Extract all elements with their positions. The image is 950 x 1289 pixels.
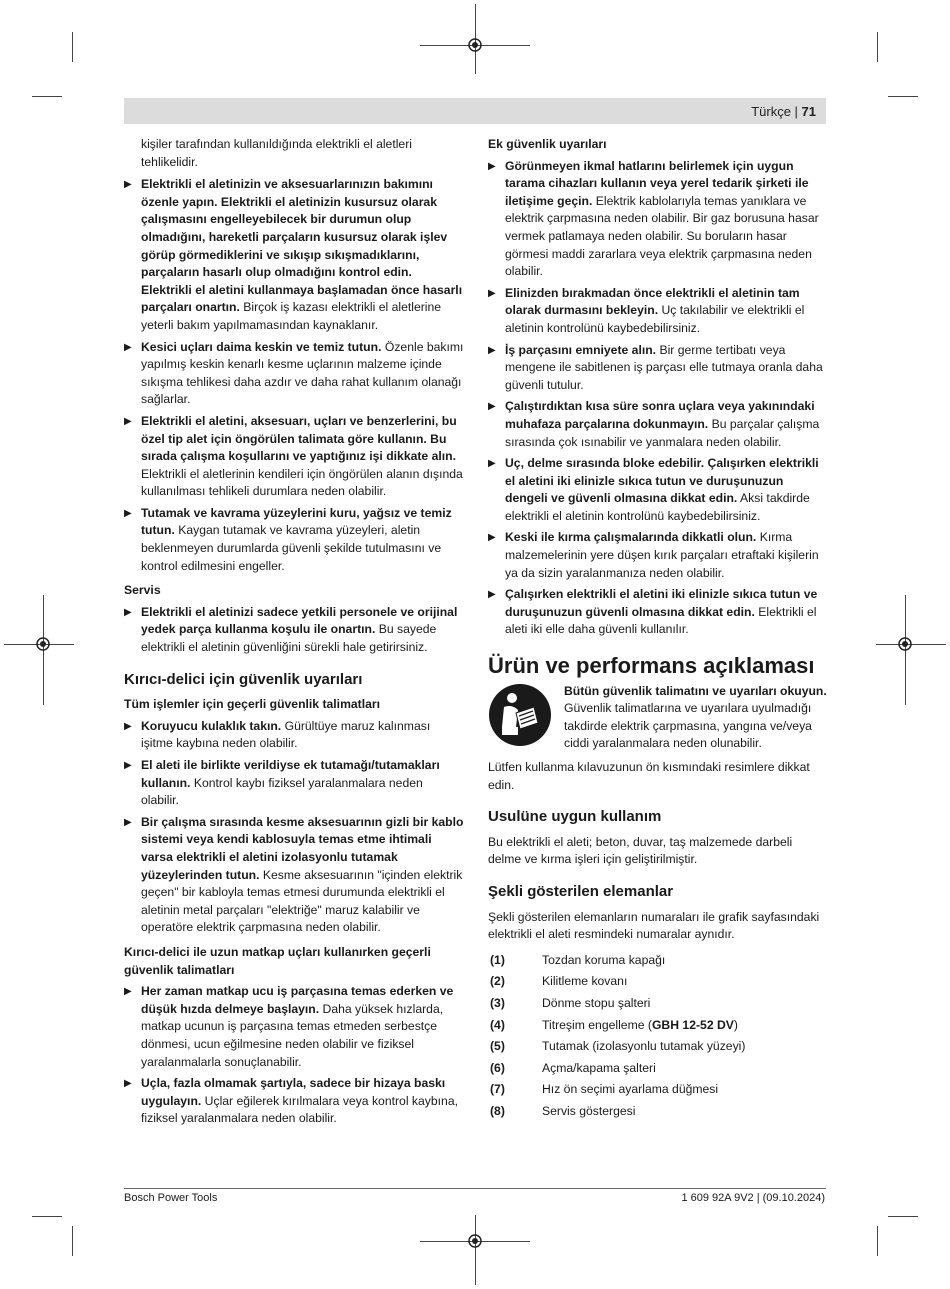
part-label: Dönme stopu şalteri: [542, 995, 651, 1010]
list-item: [488, 455, 828, 525]
usulune-text: Bu elektrikli el aleti; beton, duvar, taş malzemede darbeli delme ve kırma işleri için geliştirilmiştir.: [488, 834, 793, 867]
item-text: Daha yüksek hızlarda, matkap ucunun iş parçasına temas etmeden serbestçe dönmesi, ucun eğilmesine neden olabilir ve fiziksel yaralanmalarla sonuçlanabilir.: [141, 1001, 444, 1069]
bullet-arrow-icon: [488, 529, 496, 547]
item-text: Uçlar eğilerek kırılmalara veya kontrol kaybına, fiziksel yaralanmalara neden olabilir.: [141, 1093, 458, 1126]
item-bold: Kesici uçları daima keskin ve temiz tutun.: [141, 339, 382, 354]
list-item: [124, 505, 464, 575]
item-text: Kırma malzemelerinin yere düşen kırık parçaları etraftaki kişilerin ya da sizin yaralanmanıza neden olabilir.: [505, 530, 819, 580]
item-bold: Elinizden bırakmadan önce elektrikli el aletinin tam olarak durmasını bekleyin.: [505, 285, 800, 318]
list-item: [124, 339, 464, 409]
part-number: (6): [490, 1060, 505, 1075]
item-text: Kontrol kaybı fiziksel yaralanmalara neden olabilir.: [141, 775, 423, 808]
header-language: Türkçe: [751, 104, 791, 119]
section-heading: Usulüne uygun kullanım: [488, 808, 662, 826]
subsection-heading: Kırıcı-delici ile uzun matkap uçları kullanırken geçerli güvenlik talimatları: [124, 944, 431, 977]
part-label-text: Titreşim engelleme (: [542, 1017, 652, 1032]
item-text: Bu sayede elektrikli el aletinin güvenliğini sürekli hale getirirsiniz.: [141, 622, 437, 655]
crop-mark: [888, 1216, 918, 1217]
bullet-arrow-icon: [124, 176, 132, 194]
item-bold: Elektrikli el aletinizi sadece yetkili personele ve orijinal yedek parça kullanma koşulu ile onartın.: [141, 604, 458, 637]
read-manual-icon: [488, 683, 552, 747]
bullet-arrow-icon: [488, 455, 496, 473]
safety-bold: Bütün güvenlik talimatını ve uyarıları okuyun.: [564, 683, 827, 698]
registration-mark-icon: [35, 636, 51, 652]
list-item: [488, 342, 828, 395]
part-model: GBH 12-52 DV: [651, 1017, 734, 1032]
bullet-arrow-icon: [124, 413, 132, 431]
item-text: Elektrikli el aletlerinin kendileri için öngörülen alanın dışında kullanılması tehlikeli durumlara neden olabilir.: [141, 466, 463, 499]
table-row: [488, 1079, 745, 1101]
bullet-arrow-icon: [124, 505, 132, 523]
item-bold: İş parçasını emniyete alın.: [505, 342, 657, 357]
table-row: [488, 1015, 745, 1037]
safety-text: Güvenlik talimatlarına ve uyarılara uyulmadığı takdirde elektrik çarpmasına, yangına ve/veya ciddi yaralanmalara neden olunabilir.: [564, 701, 812, 751]
item-text: Uç takılabilir ve elektrikli el aletinin kontrolünü kaybedebilirsiniz.: [505, 303, 805, 335]
registration-mark-icon: [467, 37, 483, 53]
item-bold: Her zaman matkap ucu iş parçasına temas ederken ve düşük hızda delmeye başlayın.: [141, 984, 454, 1016]
table-row: [488, 971, 745, 993]
part-label: Kilitleme kovanı: [542, 974, 628, 989]
part-number: (3): [490, 995, 505, 1010]
bullet-arrow-icon: [488, 285, 496, 303]
item-bold: El aleti ile birlikte verildiyse ek tutamağı/tutamakları kullanın.: [141, 758, 440, 790]
list-item: [124, 604, 464, 657]
part-number: (2): [490, 974, 505, 989]
safety-notice: [488, 683, 828, 753]
item-bold: Keski ile kırma çalışmalarında dikkatli olun.: [505, 530, 757, 545]
sekli-text: Şekli gösterilen elemanların numaraları ile grafik sayfasındaki elektrikli el aleti resmindeki numaralar aynıdır.: [488, 909, 820, 942]
bullet-arrow-icon: [124, 604, 132, 622]
list-item: [488, 529, 828, 582]
item-text: Özenle bakımı yapılmış keskin kenarlı kesme uçlarının malzeme içinde sıkışma tehlikesi daha azdır ve daha rahat kullanım olanağı sağlarlar.: [141, 339, 464, 407]
part-label-suffix: ): [733, 1017, 738, 1032]
list-item: [488, 586, 828, 639]
item-text: Aksi takdirde elektrikli el aletinin kontrolünü kaybedebilirsiniz.: [505, 491, 810, 523]
crop-mark: [877, 32, 878, 62]
item-bold: Çalıştırdıktan kısa süre sonra uçlara veya yakınındaki muhafaza parçalarına dokunmayın.: [505, 399, 815, 431]
part-number: (4): [490, 1017, 505, 1032]
item-bold: Bir çalışma sırasında kesme aksesuarının gizli bir kablo sistemi veya kendi kablosuyla temas etme ihtimali varsa elektrikli el aletini izolasyonlu tutamak yüzeylerinden tutun.: [141, 814, 464, 882]
left-column: [124, 136, 464, 1132]
table-row: [488, 993, 745, 1015]
bullet-arrow-icon: [124, 718, 132, 736]
page-title: Ürün ve performans açıklaması: [488, 653, 815, 679]
item-text: Bir germe tertibatı veya mengene ile sabitlenen iş parçası elle tutmaya oranla daha güvenli tutulur.: [505, 342, 823, 392]
intro-text: kişiler tarafından kullanıldığında elektrikli el aletleri tehlikelidir.: [141, 137, 412, 169]
table-row: [488, 1036, 745, 1058]
item-bold: Tutamak ve kavrama yüzeylerini kuru, yağsız ve temiz tutun.: [141, 505, 452, 538]
list-item: [124, 413, 464, 501]
bullet-arrow-icon: [488, 342, 496, 360]
list-item: [488, 158, 828, 281]
bullet-arrow-icon: [124, 814, 132, 832]
list-item: [124, 718, 464, 753]
subsection-heading: Tüm işlemler için geçerli güvenlik talimatları: [124, 697, 381, 712]
item-text: Kesme aksesuarının "içinden elektrik geçen" bir kabloyla temas etmesi durumunda elektrikli el aletinin metal parçaları "elektriğe" maruz kalabilir ve operatöre elektrik çarpmasına neden olabilir.: [141, 867, 463, 935]
footer-divider: [124, 1188, 826, 1189]
crop-mark: [72, 32, 73, 62]
table-row: [488, 1101, 745, 1123]
page-number: 71: [801, 104, 816, 119]
part-label: Tozdan koruma kapağı: [542, 952, 666, 967]
header-bar: [124, 98, 826, 124]
parts-table: [488, 950, 745, 1123]
list-item: [488, 285, 828, 338]
list-item: [124, 814, 464, 937]
part-number: (7): [490, 1082, 505, 1097]
list-item: [124, 757, 464, 810]
list-item: [124, 176, 464, 334]
part-number: (1): [490, 952, 505, 967]
item-bold: Uç, delme sırasında bloke edebilir. Çalışırken elektrikli el aletini iki elinizle sıkıca tutun ve duruşunuzun dengeli ve güvenli olmasına dikkat edin.: [505, 456, 819, 506]
bullet-arrow-icon: [124, 1075, 132, 1093]
item-bold: Görünmeyen ikmal hatlarını belirlemek için uygun tarama cihazları kullanın veya yerel tedarik şirketi ile iletişime geçin.: [505, 158, 809, 208]
bullet-arrow-icon: [124, 757, 132, 775]
list-item: [124, 1075, 464, 1128]
item-text: Elektrikli el aleti iki elle daha güvenli kullanılır.: [505, 604, 817, 637]
bullet-arrow-icon: [488, 586, 496, 604]
part-label: Açma/kapama şalteri: [542, 1060, 656, 1075]
item-text: Elektrik kablolarıyla temas yanıklara ve elektrik çarpmasına neden olabilir. Bir gaz borusuna hasar vermek patlamaya neden olabilir. Su boruların hasar görmesi maddi zararlara veya elektrik çarpmasına neden olabilir.: [505, 193, 819, 279]
footer-docnumber: 1 609 92A 9V2 | (09.10.2024): [681, 1192, 825, 1204]
part-label: Servis göstergesi: [542, 1103, 636, 1118]
section-heading: Kırıcı-delici için güvenlik uyarıları: [124, 670, 363, 688]
item-bold: Koruyucu kulaklık takın.: [141, 718, 282, 733]
servis-heading: Servis: [124, 583, 161, 598]
bullet-arrow-icon: [124, 983, 132, 1001]
part-label: Hız ön seçimi ayarlama düğmesi: [542, 1082, 719, 1097]
page-header: Türkçe | 71: [751, 104, 816, 119]
table-row: [488, 1058, 745, 1080]
bullet-arrow-icon: [488, 158, 496, 176]
table-row: [488, 950, 745, 972]
part-number: (5): [490, 1039, 505, 1054]
list-item: [124, 983, 464, 1071]
crop-mark: [888, 96, 918, 97]
section-heading: Şekli gösterilen elemanlar: [488, 882, 674, 900]
item-text: Kaygan tutamak ve kavrama yüzeyleri, aletin beklenmeyen durumlarda güvenli şekilde tutulmasını ve kontrol edilmesini engeller.: [141, 523, 442, 573]
note-text: Lütfen kullanma kılavuzunun ön kısmındaki resimlere dikkat edin.: [488, 760, 810, 792]
item-text: Bu parçalar çalışma sırasında çok ısınabilir ve yanmalara neden olabilir.: [505, 416, 820, 449]
crop-mark: [32, 1216, 62, 1217]
item-text: Gürültüye maruz kalınması işitme kaybına neden olabilir.: [141, 718, 431, 751]
registration-mark-icon: [467, 1233, 483, 1249]
item-bold: Elektrikli el aletini, aksesuarı, uçları ve benzerlerini, bu özel tip alet için öngörülen talimata göre kullanın. Bu sırada çalışma koşullarını ve yaptığınız işi dikkate alın.: [141, 413, 457, 464]
part-number: (8): [490, 1103, 505, 1118]
part-label: Tutamak (izolasyonlu tutamak yüzeyi): [542, 1039, 746, 1054]
item-bold: Uçla, fazla olmamak şartıyla, sadece bir hizaya baskı uygulayın.: [141, 1076, 446, 1108]
footer-brand: Bosch Power Tools: [124, 1192, 218, 1204]
right-column: [488, 136, 828, 1123]
item-bold: Elektrikli el aletinizin ve aksesuarlarınızın bakımını özenle yapın. Elektrikli el aletinizin kusursuz olarak çalışmasını engelleyebilecek bir durumun olup olmadığını, hareketli parçaların kusursuz olarak işlev görüp görmediklerini ve sıkışıp sıkışmadıklarını, parçaların hasarlı olup olmadığını kontrol edin. Elektrikli el aletini kullanmaya başlamadan önce hasarlı parçaları onartın.: [141, 177, 463, 315]
bullet-arrow-icon: [488, 398, 496, 416]
crop-mark: [32, 96, 62, 97]
crop-mark: [877, 1226, 878, 1256]
bullet-arrow-icon: [124, 339, 132, 357]
registration-mark-icon: [897, 636, 913, 652]
item-text: Birçok iş kazası elektrikli el aletlerine yeterli bakım yapılmamasından kaynaklanır.: [141, 300, 442, 332]
list-item: [488, 398, 828, 451]
item-bold: Çalışırken elektrikli el aletini iki elinizle sıkıca tutun ve duruşunuzun güvenli olmasına dikkat edin.: [505, 587, 818, 619]
crop-mark: [72, 1226, 73, 1256]
ek-heading: Ek güvenlik uyarıları: [488, 137, 607, 151]
crop-mark: [475, 1215, 476, 1285]
part-label: [542, 1015, 745, 1037]
